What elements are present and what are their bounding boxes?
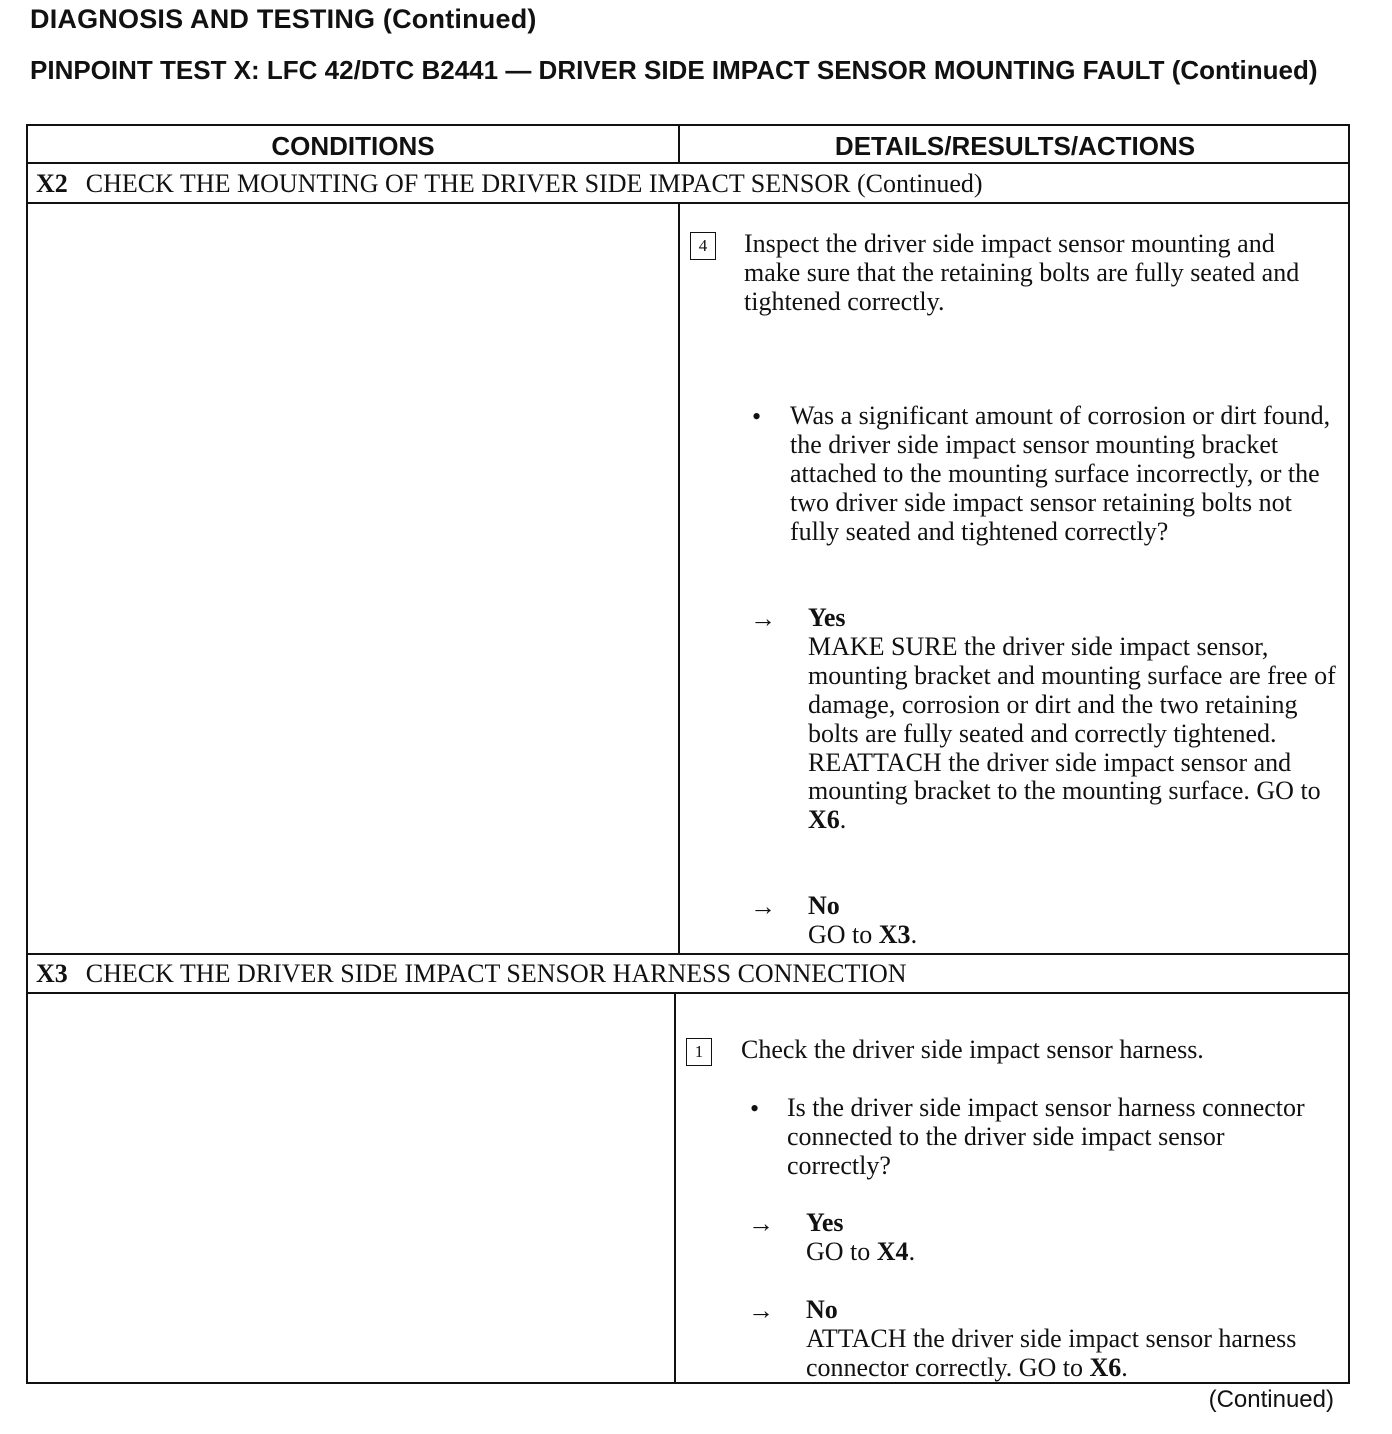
period: .	[1121, 1352, 1128, 1382]
x2-question: Was a significant amount of corrosion or dirt found, the driver side impact sensor mounting bracket attached to the mounting surface incorrectly, or the two driver side impact sensor retaining bolts not fully seated and tightened correctly?	[790, 401, 1331, 546]
x2-no-result	[808, 892, 1344, 950]
pinpoint-test-title: PINPOINT TEST X: LFC 42/DTC B2441 — DRIVER SIDE IMPACT SENSOR MOUNTING FAULT (Continued)	[30, 55, 1318, 85]
section-x3-title-text: CHECK THE DRIVER SIDE IMPACT SENSOR HARNESS CONNECTION	[85, 959, 907, 988]
bullet-icon: •	[750, 1094, 760, 1123]
x2-no-goto-link[interactable]: X3	[878, 919, 911, 949]
column-header-details: DETAILS/RESULTS/ACTIONS	[834, 131, 1196, 161]
page-title: DIAGNOSIS AND TESTING (Continued)	[30, 4, 537, 34]
x3-no-action: ATTACH the driver side impact sensor harness connector correctly. GO to	[806, 1323, 1297, 1382]
step-number-box: 1	[686, 1038, 712, 1066]
section-x2-title-text: CHECK THE MOUNTING OF THE DRIVER SIDE IMPACT SENSOR (Continued)	[85, 169, 983, 198]
section-x3-title	[36, 955, 907, 993]
yes-label: Yes	[808, 603, 846, 632]
column-header-conditions: CONDITIONS	[271, 131, 435, 161]
x3-step-instruction: Check the driver side impact sensor harness.	[741, 1035, 1204, 1064]
x2-yes-action: MAKE SURE the driver side impact sensor, mounting bracket and mounting surface are free of damage, corrosion or dirt and the two retaining bolts are fully seated and correctly tightened. REATTACH the driver side impact sensor and mounting bracket to the mounting surface. GO to	[808, 631, 1336, 806]
x2-yes-result	[808, 604, 1344, 835]
section-x2-title	[36, 165, 983, 203]
pinpoint-test-table	[26, 124, 1350, 1384]
step-number-box: 4	[690, 232, 716, 260]
bullet-icon: •	[752, 402, 762, 431]
section-x3-id: X3	[36, 959, 68, 988]
yes-label: Yes	[806, 1208, 844, 1237]
x2-yes-goto-link[interactable]: X6	[808, 805, 840, 835]
period: .	[910, 919, 918, 949]
x2-column-divider	[678, 202, 680, 953]
period: .	[839, 805, 847, 835]
x3-yes-goto-link[interactable]: X4	[876, 1236, 909, 1266]
arrow-right-icon: →	[750, 604, 776, 633]
x2-no-action: GO to	[808, 919, 873, 949]
x3-yes-result	[806, 1209, 1342, 1267]
x3-no-goto-link[interactable]: X6	[1089, 1352, 1122, 1382]
continued-label: (Continued)	[1208, 1386, 1334, 1413]
no-label: No	[806, 1295, 838, 1324]
x3-question: Is the driver side impact sensor harness connector connected to the driver side impact sensor correctly?	[787, 1093, 1305, 1180]
no-label: No	[808, 891, 840, 920]
arrow-right-icon: →	[748, 1209, 774, 1238]
x3-no-result	[806, 1296, 1306, 1383]
arrow-right-icon: →	[750, 892, 776, 921]
arrow-right-icon: →	[748, 1296, 774, 1325]
section-x2-id: X2	[36, 169, 68, 198]
period: .	[908, 1236, 916, 1266]
x3-yes-action: GO to	[806, 1236, 871, 1266]
x3-column-divider	[674, 992, 676, 1384]
x2-step-instruction: Inspect the driver side impact sensor mounting and make sure that the retaining bolts are fully seated and tightened correctly.	[744, 229, 1300, 316]
